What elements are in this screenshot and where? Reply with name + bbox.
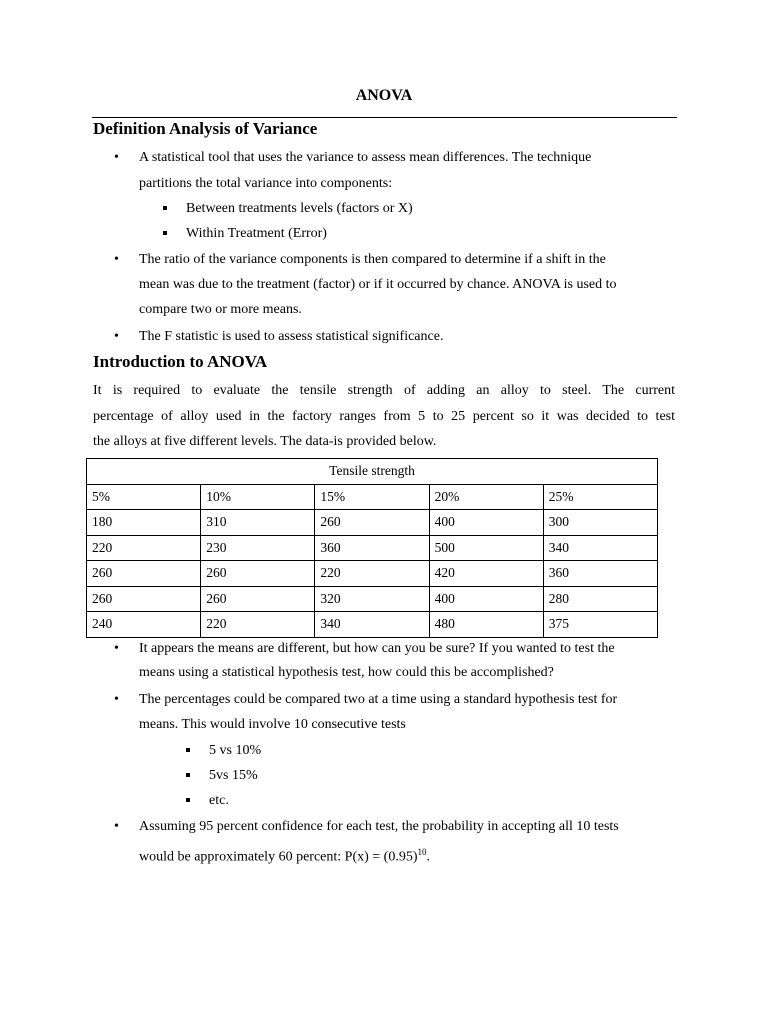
test-item-3	[0, 788, 768, 813]
table-cell: 240	[87, 612, 201, 638]
introduction-heading: Introduction to ANOVA	[93, 352, 268, 371]
definition-bullet-2	[0, 247, 768, 272]
table-header: 20%	[429, 484, 543, 510]
table-cell: 340	[315, 612, 429, 638]
bullet-text: means using a statistical hypothesis test, how could this be accomplished?	[139, 665, 554, 680]
table-cell: 280	[543, 586, 657, 612]
square-bullet-icon	[163, 206, 167, 210]
table-cell: 260	[201, 561, 315, 587]
table-cell: 260	[201, 586, 315, 612]
introduction-bullet-1-cont	[0, 660, 768, 685]
introduction-paragraph	[93, 378, 675, 455]
table-header: 15%	[315, 484, 429, 510]
test-text: 5 vs 10%	[209, 743, 262, 758]
formula-exponent: 10	[417, 847, 427, 857]
formula-end: .	[426, 849, 430, 865]
table-cell: 220	[315, 561, 429, 587]
title-divider	[92, 117, 677, 118]
component-item-2	[0, 221, 768, 246]
bullet-text: means. This would involve 10 consecutive tests	[139, 717, 406, 732]
square-bullet-icon	[186, 748, 190, 752]
bullet-icon: •	[114, 819, 119, 834]
definition-heading: Definition Analysis of Variance	[93, 119, 318, 138]
paragraph-line: the alloys at five different levels. The data-is provided below.	[93, 434, 437, 449]
bullet-text: A statistical tool that uses the variance to assess mean differences. The technique	[139, 150, 592, 165]
test-text: 5vs 15%	[209, 768, 258, 783]
component-text: Within Treatment (Error)	[186, 226, 327, 241]
table-cell: 340	[543, 535, 657, 561]
table-caption: Tensile strength	[87, 459, 658, 485]
paragraph-line: percentage of alloy used in the factory ranges from 5 to 25 percent so it was decided to test	[93, 408, 675, 424]
table-cell: 310	[201, 510, 315, 536]
square-bullet-icon	[186, 773, 190, 777]
definition-bullet-2-cont	[0, 272, 768, 297]
table-header-row	[87, 484, 658, 510]
table-header: 10%	[201, 484, 315, 510]
definition-bullet-2-cont	[0, 297, 768, 322]
table-header: 5%	[87, 484, 201, 510]
square-bullet-icon	[186, 798, 190, 802]
table-cell: 400	[429, 510, 543, 536]
bullet-icon: •	[114, 329, 119, 344]
table-cell: 480	[429, 612, 543, 638]
definition-bullet-3	[0, 324, 768, 349]
table-cell: 420	[429, 561, 543, 587]
introduction-bullet-2-cont	[0, 712, 768, 737]
test-item-2	[0, 763, 768, 788]
bullet-text: partitions the total variance into components:	[139, 176, 393, 191]
component-item-1	[0, 196, 768, 221]
table-cell: 260	[87, 561, 201, 587]
table-caption-row	[87, 459, 658, 485]
table-cell: 180	[87, 510, 201, 536]
table-row	[87, 586, 658, 612]
table-row	[87, 510, 658, 536]
test-text: etc.	[209, 793, 229, 808]
table-cell: 360	[543, 561, 657, 587]
bullet-text: The ratio of the variance components is then compared to determine if a shift in the	[139, 252, 606, 267]
bullet-icon: •	[114, 692, 119, 707]
bullet-icon: •	[114, 641, 119, 656]
table-row	[87, 535, 658, 561]
bullet-text: mean was due to the treatment (factor) or if it occurred by chance. ANOVA is used to	[139, 277, 617, 292]
introduction-bullet-3-cont	[0, 840, 768, 865]
table-cell: 260	[87, 586, 201, 612]
introduction-bullet-1	[0, 636, 768, 661]
table-cell: 320	[315, 586, 429, 612]
component-text: Between treatments levels (factors or X)	[186, 201, 413, 216]
probability-formula	[139, 840, 430, 870]
table-row	[87, 612, 658, 638]
table-row	[87, 561, 658, 587]
introduction-bullet-2	[0, 687, 768, 712]
table-cell: 400	[429, 586, 543, 612]
bullet-text: The F statistic is used to assess statistical significance.	[139, 329, 444, 344]
bullet-icon: •	[114, 150, 119, 165]
bullet-text: The percentages could be compared two at a time using a standard hypothesis test for	[139, 692, 618, 707]
table-cell: 230	[201, 535, 315, 561]
table-cell: 360	[315, 535, 429, 561]
definition-bullet-1	[0, 145, 768, 170]
formula-text: would be approximately 60 percent: P(x) = (0.95)	[139, 849, 418, 865]
document-title: ANOVA	[355, 87, 413, 104]
table-cell: 220	[201, 612, 315, 638]
bullet-text: Assuming 95 percent confidence for each test, the probability in accepting all 10 tests	[139, 819, 619, 834]
tensile-strength-table	[86, 458, 658, 638]
table-cell: 375	[543, 612, 657, 638]
table-cell: 300	[543, 510, 657, 536]
bullet-text: It appears the means are different, but how can you be sure? If you wanted to test the	[139, 641, 615, 656]
table-cell: 500	[429, 535, 543, 561]
bullet-text: compare two or more means.	[139, 302, 302, 317]
table-cell: 260	[315, 510, 429, 536]
introduction-bullet-3	[0, 814, 768, 839]
definition-bullet-1-cont	[0, 171, 768, 196]
table-header: 25%	[543, 484, 657, 510]
square-bullet-icon	[163, 231, 167, 235]
bullet-icon: •	[114, 252, 119, 267]
table-cell: 220	[87, 535, 201, 561]
paragraph-line: It is required to evaluate the tensile strength of adding an alloy to steel. The current	[93, 383, 675, 398]
test-item-1	[0, 738, 768, 763]
